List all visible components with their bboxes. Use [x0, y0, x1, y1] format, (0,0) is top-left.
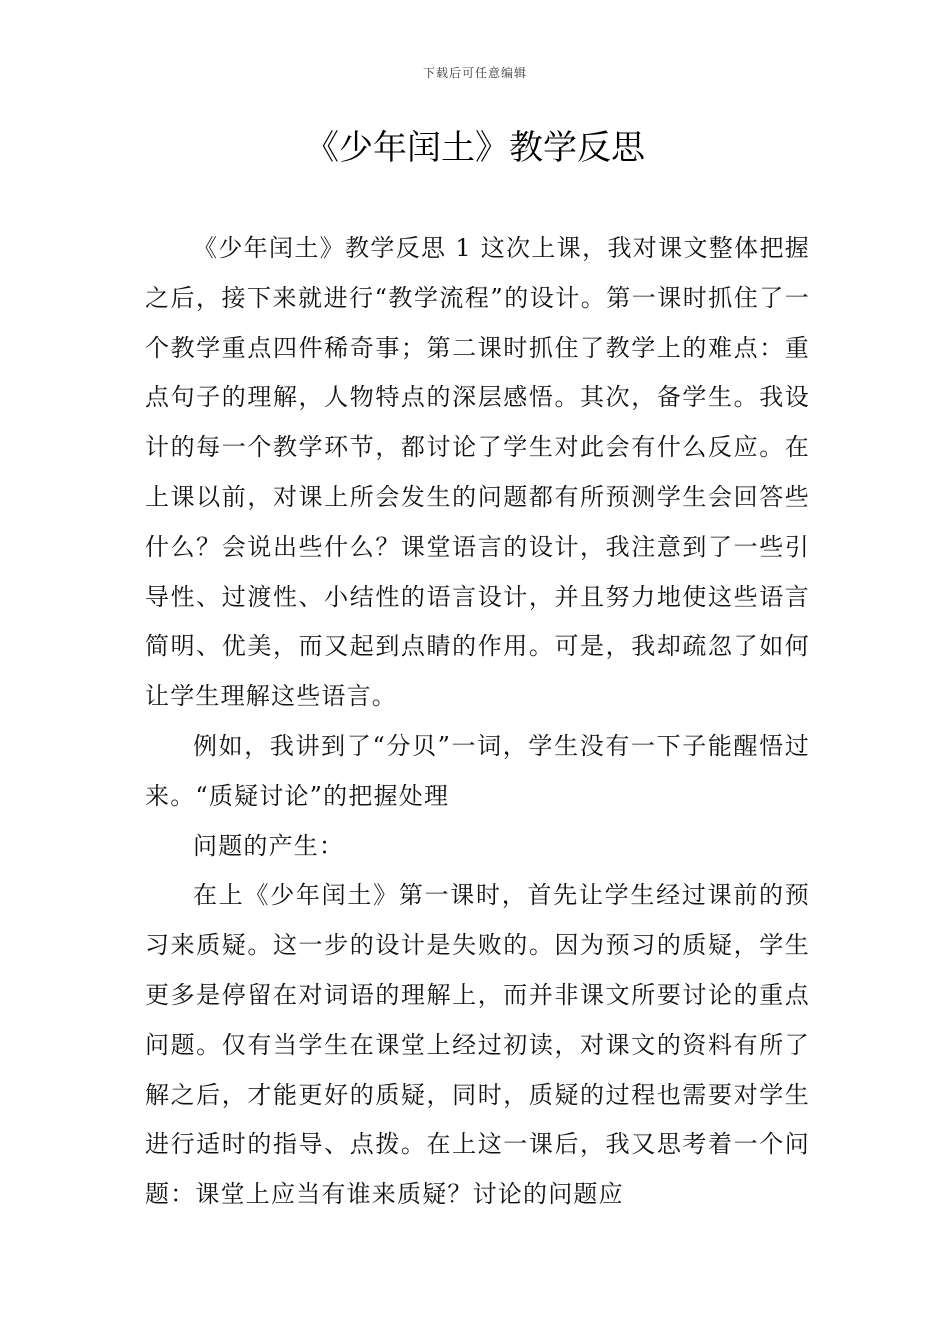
- paragraph: 《少年闰土》教学反思 1 这次上课，我对课文整体把握之后，接下来就进行“教学流程”的设计。第一课时抓住了一个教学重点四件稀奇事；第二课时抓住了教学上的难点：重点句子的理解，人物特点的深层感悟。其次，备学生。我设计的每一个教学环节，都讨论了学生对此会有什么反应。在上课以前，对课上所会发生的问题都有所预测学生会回答些什么？会说出些什么？课堂语言的设计，我注意到了一些引导性、过渡性、小结性的语言设计，并且努力地使这些语言简明、优美，而又起到点睛的作用。可是，我却疏忽了如何让学生理解这些语言。: [145, 234, 810, 711]
- header-note: 下载后可任意编辑: [422, 66, 527, 80]
- document-title: 《少年闰土》教学反思: [305, 128, 645, 168]
- paragraph: 例如，我讲到了“分贝”一词，学生没有一下子能醒悟过来。“质疑讨论”的把握处理: [145, 731, 810, 810]
- paragraph: 在上《少年闰土》第一课时，首先让学生经过课前的预习来质疑。这一步的设计是失败的。因为预习的质疑，学生更多是停留在对词语的理解上，而并非课文所要讨论的重点问题。仅有当学生在课堂上经过初读，对课文的资料有所了解之后，才能更好的质疑，同时，质疑的过程也需要对学生进行适时的指导、点拨。在上这一课后，我又思考着一个问题：课堂上应当有谁来质疑？讨论的问题应: [145, 881, 810, 1209]
- paragraph: 问题的产生：: [193, 831, 345, 860]
- document-body: [145, 224, 810, 1220]
